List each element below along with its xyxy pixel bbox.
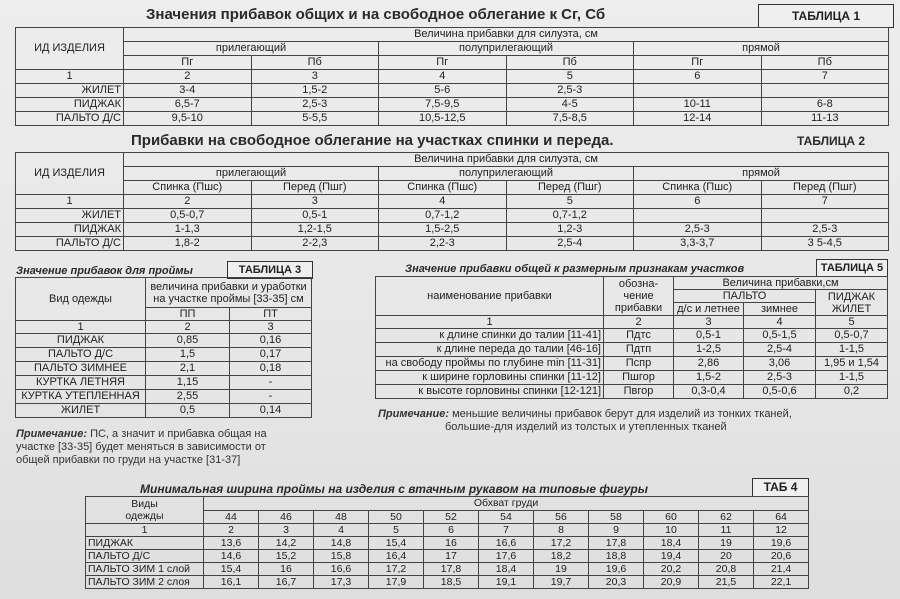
table-cell: 2,5-3 <box>634 223 762 237</box>
t3-note-line: ПС, а значит и прибавка общая на <box>90 428 267 440</box>
t2-sil: полуприлегающий <box>379 167 634 181</box>
row-label: ПАЛЬТО Д/С <box>16 237 124 251</box>
table-cell: 0,5-1 <box>674 329 744 343</box>
table-cell: 12-14 <box>634 112 762 126</box>
t5-coat-header: ПАЛЬТО <box>674 290 816 303</box>
t5-sub: д/с и летнее <box>674 303 744 316</box>
table-row <box>16 334 312 348</box>
t1-num: 3 <box>251 70 379 84</box>
row-label: к высоте горловины спинки [12-121] <box>376 385 604 399</box>
header-cell: 60 <box>644 511 699 524</box>
t2-num: 6 <box>634 195 762 209</box>
header-cell: 6 <box>424 524 479 537</box>
table-cell: 10-11 <box>634 98 762 112</box>
table-cell: 7,5-9,5 <box>379 98 507 112</box>
table4-title: Минимальная ширина проймы на изделия с втачным рукавом на типовые фигуры <box>140 482 648 496</box>
table-cell: Пдтс <box>604 329 674 343</box>
table-cell: 16,7 <box>259 576 314 589</box>
table-row <box>376 357 888 371</box>
row-label: ПАЛЬТО Д/С <box>16 348 146 362</box>
row-label: к длине переда до талии [46-16] <box>376 343 604 357</box>
table-cell: 5-6 <box>379 84 507 98</box>
header-cell: 7 <box>479 524 534 537</box>
table2 <box>15 152 889 251</box>
table-cell: 1,5 <box>146 348 230 362</box>
table4 <box>85 496 809 589</box>
t3-kind-header: Вид одежды <box>16 278 146 321</box>
table-cell <box>634 84 762 98</box>
table-cell: 20,3 <box>589 576 644 589</box>
table-cell: - <box>230 390 312 404</box>
header-cell: 8 <box>534 524 589 537</box>
table-cell: 16,6 <box>479 537 534 550</box>
t1-group-header: Величина прибавки для силуэта, см <box>124 28 889 42</box>
t5-num: 4 <box>744 316 816 329</box>
t5-note-line: большие-для изделий из толстых и утепленных тканей <box>445 421 727 433</box>
header-cell: 10 <box>644 524 699 537</box>
table-cell: 13,6 <box>204 537 259 550</box>
table-cell: 1-2,5 <box>674 343 744 357</box>
table-cell: 21,5 <box>699 576 754 589</box>
table-cell: - <box>230 376 312 390</box>
table-cell: 0,3-0,4 <box>674 385 744 399</box>
header-cell: 50 <box>369 511 424 524</box>
header-cell: 9 <box>589 524 644 537</box>
table-cell: 17,8 <box>424 563 479 576</box>
header-cell: 52 <box>424 511 479 524</box>
table-cell: 19 <box>699 537 754 550</box>
t2-num: 4 <box>379 195 507 209</box>
row-label: ПИДЖАК <box>86 537 204 550</box>
t2-num: 1 <box>16 195 124 209</box>
table-row <box>16 237 889 251</box>
table-cell: 2,5-4 <box>744 343 816 357</box>
table-row <box>16 376 312 390</box>
t4-kind-header: Виды одежды <box>86 497 204 524</box>
table5-label: ТАБЛИЦА 5 <box>816 259 888 277</box>
table-cell: 0,16 <box>230 334 312 348</box>
table1-label: ТАБЛИЦА 1 <box>758 4 894 28</box>
table-row <box>16 112 889 126</box>
header-cell: 46 <box>259 511 314 524</box>
table-row <box>376 329 888 343</box>
t1-kind-header: ИД ИЗДЕЛИЯ <box>16 28 124 70</box>
t3-num: 1 <box>16 321 146 334</box>
table-cell: Пвгор <box>604 385 674 399</box>
table-cell: 1,8-2 <box>124 237 252 251</box>
t5-num: 5 <box>816 316 888 329</box>
t3-note-label: Примечание: <box>16 428 88 440</box>
table-cell: 1,5-2 <box>674 371 744 385</box>
row-label: к длине спинки до талии [11-41] <box>376 329 604 343</box>
t2-sub: Перед (Пшг) <box>251 181 379 195</box>
t5-num: 3 <box>674 316 744 329</box>
table-cell: 19,1 <box>479 576 534 589</box>
table-cell: 0,17 <box>230 348 312 362</box>
t2-sub: Спинка (Пшс) <box>634 181 762 195</box>
table-cell: 0,5-1,5 <box>744 329 816 343</box>
table4-label: ТАБ 4 <box>752 478 809 497</box>
t1-sub: Пг <box>634 56 762 70</box>
t1-sub: Пг <box>124 56 252 70</box>
header-cell: 44 <box>204 511 259 524</box>
t4-body <box>86 537 809 589</box>
table-cell: 15,2 <box>259 550 314 563</box>
table-cell: 1,5-2 <box>251 84 379 98</box>
t3-num: 2 <box>146 321 230 334</box>
table-cell: 17 <box>424 550 479 563</box>
t2-sub: Перед (Пшг) <box>761 181 889 195</box>
header-cell: 56 <box>534 511 589 524</box>
table-cell: 20,2 <box>644 563 699 576</box>
row-label: ПИДЖАК <box>16 334 146 348</box>
header-cell: 11 <box>699 524 754 537</box>
table2-label: ТАБЛИЦА 2 <box>797 134 866 148</box>
t1-num: 5 <box>506 70 634 84</box>
t3-note-line: общей прибавки по груди на участке [31-37] <box>16 454 241 466</box>
t1-num: 7 <box>761 70 889 84</box>
t5-note-line: меньшие величины прибавок берут для изделий из тонких тканей, <box>452 408 792 420</box>
table-row <box>86 576 809 589</box>
table-row <box>376 343 888 357</box>
t2-sil: прямой <box>634 167 889 181</box>
table-cell: 11-13 <box>761 112 889 126</box>
row-label: ПАЛЬТО ЗИМ 1 слой <box>86 563 204 576</box>
row-label: ПАЛЬТО ЗИМНЕЕ <box>16 362 146 376</box>
row-label: ПАЛЬТО ЗИМ 2 слоя <box>86 576 204 589</box>
t2-group-header: Величина прибавки для силуэта, см <box>124 153 889 167</box>
table-cell: 3,06 <box>744 357 816 371</box>
table-cell: 19,7 <box>534 576 589 589</box>
table-cell: 20,9 <box>644 576 699 589</box>
table-row <box>86 563 809 576</box>
table1 <box>15 27 889 126</box>
row-label: КУРТКА УТЕПЛЕННАЯ <box>16 390 146 404</box>
table3-label: ТАБЛИЦА 3 <box>227 261 313 279</box>
table-cell: 1,15 <box>146 376 230 390</box>
table2-title: Прибавки на свободное облегание на участках спинки и переда. <box>131 132 614 149</box>
table-cell: 0,7-1,2 <box>506 209 634 223</box>
t2-num: 3 <box>251 195 379 209</box>
table-cell: 7,5-8,5 <box>506 112 634 126</box>
t5-note-label: Примечание: <box>378 408 450 420</box>
table-row <box>16 404 312 418</box>
table-cell: 19,4 <box>644 550 699 563</box>
table-cell: 1-1,5 <box>816 343 888 357</box>
t1-sub: Пб <box>506 56 634 70</box>
table-cell: 2,5-4 <box>506 237 634 251</box>
table-cell: 9,5-10 <box>124 112 252 126</box>
row-label: ПАЛЬТО Д/С <box>16 112 124 126</box>
table-cell: 18,5 <box>424 576 479 589</box>
t4-group-header: Обхват груди <box>204 497 809 511</box>
table-cell: 15,4 <box>369 537 424 550</box>
table3-note <box>16 428 316 467</box>
table-cell: 2,5-3 <box>506 84 634 98</box>
table-row <box>86 537 809 550</box>
table-cell: 0,18 <box>230 362 312 376</box>
table-cell: Пдтп <box>604 343 674 357</box>
t1-num: 4 <box>379 70 507 84</box>
table-cell: 16,6 <box>314 563 369 576</box>
table-cell: 5-5,5 <box>251 112 379 126</box>
table-cell: 18,4 <box>479 563 534 576</box>
header-cell: 58 <box>589 511 644 524</box>
table-cell: 1,2-1,5 <box>251 223 379 237</box>
t2-sil: прилегающий <box>124 167 379 181</box>
table-cell: 2,5-3 <box>761 223 889 237</box>
table-cell: 17,2 <box>534 537 589 550</box>
row-label: к ширине горловины спинки [11-12] <box>376 371 604 385</box>
table-row <box>376 371 888 385</box>
table-cell: 20,6 <box>754 550 809 563</box>
table-cell: 3-4 <box>124 84 252 98</box>
t2-kind-header: ИД ИЗДЕЛИЯ <box>16 153 124 195</box>
table-cell: 1-1,5 <box>816 371 888 385</box>
table-cell: 19,6 <box>589 563 644 576</box>
row-label: ПИДЖАК <box>16 98 124 112</box>
table-cell: 1,2-3 <box>506 223 634 237</box>
t1-sil: прилегающий <box>124 42 379 56</box>
t5-num: 1 <box>376 316 604 329</box>
table5-note <box>378 408 890 434</box>
table-row <box>16 223 889 237</box>
table-cell: 0,5-0,7 <box>124 209 252 223</box>
table-cell: 6,5-7 <box>124 98 252 112</box>
table-cell: 17,6 <box>479 550 534 563</box>
table-cell: 1,5-2,5 <box>379 223 507 237</box>
table-cell: 2,55 <box>146 390 230 404</box>
header-cell: 3 <box>259 524 314 537</box>
table-row <box>16 390 312 404</box>
table5 <box>375 276 888 399</box>
row-label: на свободу проймы по глубине min [11-31] <box>376 357 604 371</box>
table3-title: Значение прибавок для проймы <box>16 265 193 277</box>
table-row <box>16 362 312 376</box>
table-row <box>16 84 889 98</box>
t3-body <box>16 334 312 418</box>
table-cell: 16,4 <box>369 550 424 563</box>
header-cell: 54 <box>479 511 534 524</box>
table-cell: 16,1 <box>204 576 259 589</box>
row-label: ПИДЖАК <box>16 223 124 237</box>
table-cell: 2-2,3 <box>251 237 379 251</box>
t2-num: 7 <box>761 195 889 209</box>
t1-num: 6 <box>634 70 762 84</box>
header-cell: 1 <box>86 524 204 537</box>
header-cell: 62 <box>699 511 754 524</box>
table-cell: 20,8 <box>699 563 754 576</box>
table-cell: 17,8 <box>589 537 644 550</box>
table-cell: 15,8 <box>314 550 369 563</box>
table1-title: Значения прибавок общих и на свободное облегание к Сг, Сб <box>146 6 606 23</box>
table-cell: 18,2 <box>534 550 589 563</box>
t5-group-header: Величина прибавки,см <box>674 277 888 290</box>
table-row <box>16 98 889 112</box>
table-cell: Пспр <box>604 357 674 371</box>
table-cell: 16 <box>424 537 479 550</box>
table-cell: 0,5 <box>146 404 230 418</box>
table-cell: 6-8 <box>761 98 889 112</box>
row-label: ЖИЛЕТ <box>16 404 146 418</box>
t5-desig-header: обозна- чение прибавки <box>604 277 674 316</box>
table-cell: 0,7-1,2 <box>379 209 507 223</box>
t5-body <box>376 329 888 399</box>
table-cell: 2,1 <box>146 362 230 376</box>
t5-name-header: наименование прибавки <box>376 277 604 316</box>
t5-jacket-header: ПИДЖАК ЖИЛЕТ <box>816 290 888 316</box>
table-cell: 15,4 <box>204 563 259 576</box>
header-cell: 12 <box>754 524 809 537</box>
table-cell <box>761 84 889 98</box>
row-label: ЖИЛЕТ <box>16 84 124 98</box>
table-cell: 16 <box>259 563 314 576</box>
table-cell: 0,14 <box>230 404 312 418</box>
table-cell: 17,3 <box>314 576 369 589</box>
table-cell: 18,4 <box>644 537 699 550</box>
table-cell: 2,5-3 <box>251 98 379 112</box>
t3-sub: ПП <box>146 308 230 321</box>
table-cell: 14,8 <box>314 537 369 550</box>
t1-sil: прямой <box>634 42 889 56</box>
table-cell <box>634 209 762 223</box>
header-cell: 4 <box>314 524 369 537</box>
t3-num: 3 <box>230 321 312 334</box>
header-cell: 64 <box>754 511 809 524</box>
table-cell: 1,95 и 1,54 <box>816 357 888 371</box>
row-label: КУРТКА ЛЕТНЯЯ <box>16 376 146 390</box>
table-cell: 0,5-0,7 <box>816 329 888 343</box>
t2-sub: Перед (Пшг) <box>506 181 634 195</box>
table-cell: 17,9 <box>369 576 424 589</box>
table-cell: 4-5 <box>506 98 634 112</box>
row-label: ПАЛЬТО Д/С <box>86 550 204 563</box>
t1-sub: Пб <box>251 56 379 70</box>
t4-num-row <box>86 524 809 537</box>
t3-note-line: участке [33-35] будет меняться в зависимости от <box>16 441 266 453</box>
table-row <box>16 348 312 362</box>
t2-body <box>16 209 889 251</box>
table-cell: 19 <box>534 563 589 576</box>
table-cell <box>761 209 889 223</box>
t3-sub: ПТ <box>230 308 312 321</box>
table-cell: 3 5-4,5 <box>761 237 889 251</box>
t2-num: 2 <box>124 195 252 209</box>
row-label: ЖИЛЕТ <box>16 209 124 223</box>
table-cell: 22,1 <box>754 576 809 589</box>
header-cell: 5 <box>369 524 424 537</box>
t5-sub: зимнее <box>744 303 816 316</box>
table-row <box>86 550 809 563</box>
t1-sub: Пб <box>761 56 889 70</box>
t1-body <box>16 84 889 126</box>
table-cell: 0,5-1 <box>251 209 379 223</box>
t1-sub: Пг <box>379 56 507 70</box>
t2-sub: Спинка (Пшс) <box>124 181 252 195</box>
table-cell: 3,3-3,7 <box>634 237 762 251</box>
header-cell: 2 <box>204 524 259 537</box>
table-cell: Пшгор <box>604 371 674 385</box>
t1-num: 2 <box>124 70 252 84</box>
table-cell: 2,2-3 <box>379 237 507 251</box>
table-row <box>376 385 888 399</box>
table-cell: 19,6 <box>754 537 809 550</box>
t2-num: 5 <box>506 195 634 209</box>
t5-num: 2 <box>604 316 674 329</box>
t2-sub: Спинка (Пшс) <box>379 181 507 195</box>
table-cell: 10,5-12,5 <box>379 112 507 126</box>
table3 <box>15 277 312 418</box>
table-cell: 0,85 <box>146 334 230 348</box>
table-cell: 18,8 <box>589 550 644 563</box>
t1-sil: полуприлегающий <box>379 42 634 56</box>
table-cell: 1-1,3 <box>124 223 252 237</box>
t3-group-header: величина прибавки и уработки на участке проймы [33-35] см <box>146 278 312 308</box>
table-cell: 21,4 <box>754 563 809 576</box>
t1-num: 1 <box>16 70 124 84</box>
table-cell: 17,2 <box>369 563 424 576</box>
table-cell: 20 <box>699 550 754 563</box>
table-cell: 0,5-0,6 <box>744 385 816 399</box>
table-cell: 14,6 <box>204 550 259 563</box>
table-row <box>16 209 889 223</box>
table-cell: 14,2 <box>259 537 314 550</box>
table-cell: 0,2 <box>816 385 888 399</box>
header-cell: 48 <box>314 511 369 524</box>
table-cell: 2,86 <box>674 357 744 371</box>
table-cell: 2,5-3 <box>744 371 816 385</box>
table5-title: Значение прибавки общей к размерным признакам участков <box>405 263 745 275</box>
